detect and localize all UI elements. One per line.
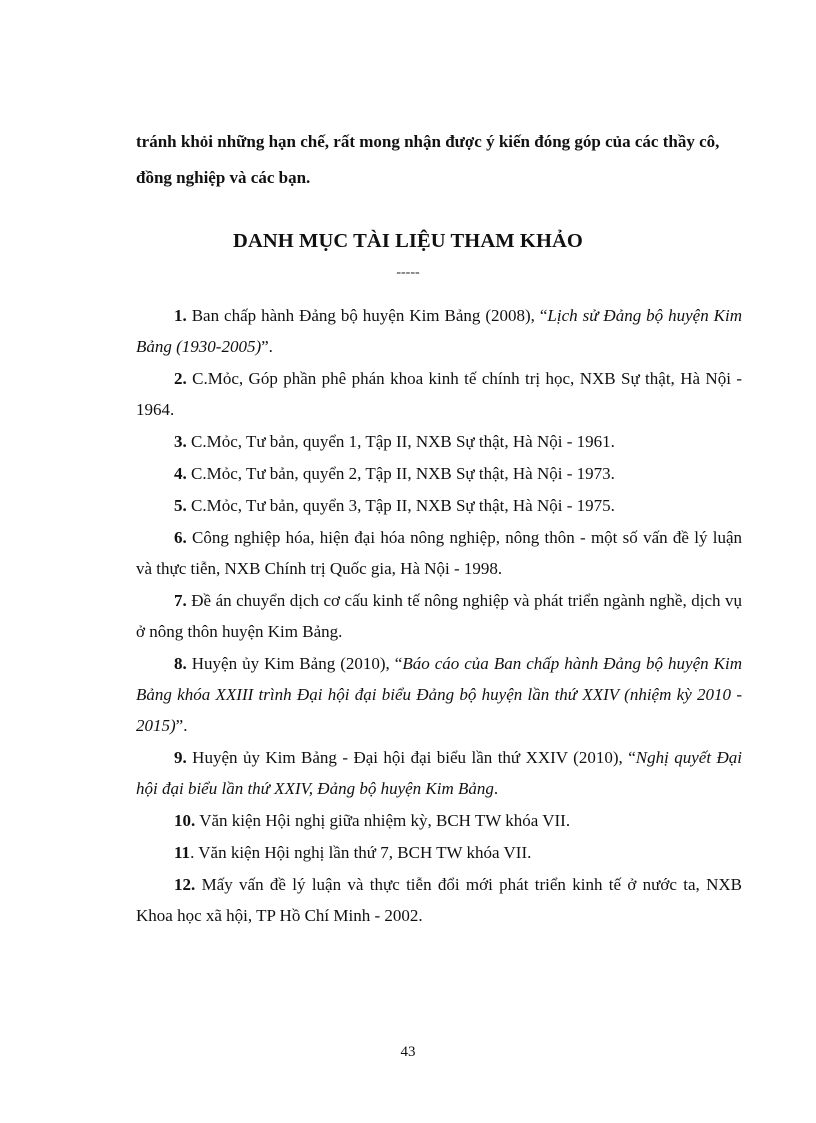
reference-number: 8. (174, 654, 187, 673)
reference-text: Ban chấp hành Đảng bộ huyện Kim Bảng (2008), “ (186, 306, 548, 325)
reference-number: 12. (174, 875, 196, 894)
reference-item (136, 363, 742, 425)
intro-line-1: tránh khỏi những hạn chế, rất mong nhận được ý kiến đóng góp của các thầy cô, (136, 132, 720, 151)
reference-text: Huyện ủy Kim Bảng - Đại hội đại biểu lần thứ XXIV (2010), “ (186, 748, 636, 767)
reference-text: C.Mỏc, Tư bản, quyển 2, Tập II, NXB Sự thật, Hà Nội - 1973. (186, 464, 615, 483)
reference-text: Đề án chuyển dịch cơ cấu kinh tế nông nghiệp và phát triển ngành nghề, dịch vụ ở nông thôn huyện Kim Bảng. (136, 591, 742, 641)
reference-item (136, 837, 742, 868)
reference-number: 10. (174, 811, 196, 830)
reference-item (136, 490, 742, 521)
reference-list (136, 300, 742, 932)
heading-separator: ----- (396, 265, 420, 280)
reference-item (136, 742, 742, 804)
reference-number: 2. (174, 369, 187, 388)
reference-item (136, 805, 742, 836)
reference-number: 4. (174, 464, 187, 483)
reference-text: C.Mỏc, Tư bản, quyển 3, Tập II, NXB Sự thật, Hà Nội - 1975. (186, 496, 615, 515)
reference-text: Mấy vấn đề lý luận và thực tiễn đổi mới phát triển kinh tế ở nước ta, NXB Khoa học xã hội, TP Hồ Chí Minh - 2002. (136, 875, 742, 925)
reference-suffix: ”. (261, 337, 273, 356)
reference-text: Huyện ủy Kim Bảng (2010), “ (186, 654, 403, 673)
references-heading: DANH MỤC TÀI LIỆU THAM KHẢO (233, 230, 583, 252)
reference-item (136, 426, 742, 457)
reference-number: 1. (174, 306, 187, 325)
reference-number: 6. (174, 528, 187, 547)
reference-number: 7. (174, 591, 187, 610)
reference-number: 3. (174, 432, 187, 451)
reference-number: 5. (174, 496, 187, 515)
reference-item (136, 869, 742, 931)
reference-title: Báo cáo của Ban chấp hành Đảng bộ huyện Kim Bảng khóa XXIII trình Đại hội đại biểu Đảng bộ huyện lần thứ XXIV (nhiệm kỳ 2010 - 2015) (136, 654, 742, 735)
reference-number: 9. (174, 748, 187, 767)
reference-text: . Văn kiện Hội nghị lần thứ 7, BCH TW khóa VII. (190, 843, 532, 862)
intro-line-2: đồng nghiệp và các bạn. (136, 168, 311, 187)
reference-item (136, 648, 742, 741)
reference-text: C.Mỏc, Góp phần phê phán khoa kinh tế chính trị học, NXB Sự thật, Hà Nội - 1964. (136, 369, 742, 419)
reference-title: Lịch sử Đảng bộ huyện Kim Bảng (1930-2005) (136, 306, 742, 356)
reference-number: 11 (174, 843, 191, 862)
reference-title: Nghị quyết Đại hội đại biểu lần thứ XXIV, Đảng bộ huyện Kim Bảng (136, 748, 742, 798)
reference-suffix: . (493, 779, 499, 798)
reference-text: Công nghiệp hóa, hiện đại hóa nông nghiệp, nông thôn - một số vấn đề lý luận và thực tiễn, NXB Chính trị Quốc gia, Hà Nội - 1998. (136, 528, 742, 578)
reference-suffix: ”. (175, 716, 188, 735)
reference-item (136, 585, 742, 647)
reference-text: C.Mỏc, Tư bản, quyển 1, Tập II, NXB Sự thật, Hà Nội - 1961. (186, 432, 615, 451)
reference-item (136, 522, 742, 584)
reference-item (136, 300, 742, 362)
reference-text: Văn kiện Hội nghị giữa nhiệm kỳ, BCH TW khóa VII. (195, 811, 571, 830)
page-number: 43 (400, 1044, 416, 1060)
reference-item (136, 458, 742, 489)
